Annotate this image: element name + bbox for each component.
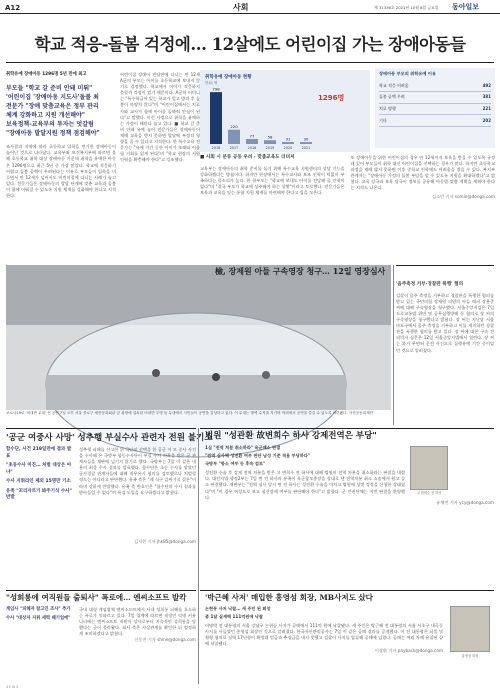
story-b-mug-caption: 고 변희수 전 하사 xyxy=(416,491,442,495)
reason-row xyxy=(379,115,491,127)
reason-label: 기타 xyxy=(379,117,387,123)
reason-value: 381 xyxy=(482,94,491,100)
chart-category-label: 2019 xyxy=(265,146,275,150)
chart-category-label: 2016 xyxy=(211,146,221,150)
column-3-a xyxy=(200,155,345,260)
photo-person xyxy=(262,371,270,379)
story-e-mug-caption: 흥영섬 회장 xyxy=(461,654,479,658)
main-headline: 학교 적응-돌봄 걱정에… 12살에도 어린이집 가는 장애아동들 xyxy=(34,35,466,54)
column-3-text: 교육부는 장애아동의 취학 준비를 돕기 위해 특수교육 지원센터의 상담 기능을 강화하겠다는 방침이다. 하지만 현장에서는 특수교사와 보조 인력이 턱없이 부족하다는 목소리가 높다. 한 학부모는 "학교에 보내도 아이를 전담해 줄 인력이 없다"며 "결국 부모가 학교에 상주해야 하는 상황"이라고 토로했다. 전문가들은 보육과 교육을 잇는 통합 지원 체계를 마련해야 한다고 입을 모은다. xyxy=(200,165,345,196)
chart-bar xyxy=(300,142,312,144)
story-b-text: 성전환 수술 후 강제 전역 처분을 받은 고 변희수 전 하사에 대해 법원이 전역 처분을 취소하라는 판결을 내렸다. 대전지법 행정2부는 7일 변 전 하사의 유족이 육군참모총장을 상대로 낸 전역처분 취소 소송에서 원고 승소 판결했다. 재판부는 "전역 심사 당시 변 전 하사는 성전환 수술을 마치고 법원에 성별 정정을 신청한 상태였다"며 "이 경우 여성으로 보고 심신장애 여부를 판단해야 한다"고 밝혔다. 군 인권단체는 이번 판결을 환영했다. xyxy=(205,470,405,500)
issue-date: 제 31336호 2021년 10월 8일 금요일 xyxy=(374,5,439,10)
chart-value-label: 798 xyxy=(212,86,220,92)
chart-value-label: 30 xyxy=(303,136,309,142)
story-b-headline: 법원 "성관환 故변희수 하사 강제전역은 부당" xyxy=(205,431,377,441)
column-3-b xyxy=(351,155,496,260)
chart-bar xyxy=(228,130,240,144)
section-name: 사회 xyxy=(233,3,249,12)
chart-value-label: 31 xyxy=(285,136,291,142)
story-a-text: 검찰이 음주 측정을 거부하고 경찰관을 폭행한 혐의를 받고 있는 국민의힘 장제원 의원의 아들 래퍼 장용준 씨에 대해 구속영장을 청구했다. 서울중앙지검은 7일 도로교통법 위반 및 공무집행방해 등 혐의로 장 씨의 구속영장을 청구했다고 밝혔다. 장 씨는 지난달 서울 마포구에서 음주 측정을 거부하고 이를 제지하던 경찰관을 폭행한 혐의를 받고 있다. 장 씨에 대한 구속 전 피의자 심문은 12일 서울중앙지법에서 열린다. 장 씨는 과거 무면허 운전 사건으로 집행유예 기간 중이었던 것으로 알려졌다. xyxy=(396,292,494,353)
column-4-text: 또 장애아동을 위한 어린이집의 경우 만 12세까지 보육을 받을 수 있도록 규정돼 있어 부모들이 취학 대신 어린이집을 선택하는 경우가 많다. 하지만 초등학교 과정을 제때 밟지 못하면 이후 중학교 진학에도 어려움을 겪을 수 있다. 복지부 관계자는 "장애아동 가정의 돌봄 부담을 덜 수 있도록 지원을 확대하겠다"고 밝혔다. 교육 당국과 보육 당국이 정보를 공유해 아동별 맞춤 계획을 세워야 한다는 지적도 나온다. xyxy=(350,155,495,191)
chart-bar xyxy=(210,92,222,144)
reason-row xyxy=(379,92,491,104)
story-e-mugshot xyxy=(450,606,490,652)
column-2-text: 어린이집 장애아 전담반에 다니는 만 12세 A군의 부모는 아이를 초등학교에 보내지 않기로 결정했다. 학교에서 아이가 적응하지 못할까 걱정이 컸기 때문이다. A군의 어머니는 "특수학급이 있는 학교가 멀고 방과 후 돌봄이 마땅치 않다"며 "어린이집에서는 치료사와 교사가 함께 아이를 돌봐줘 안심이 된다"고 말했다. 이런 사정으로 취학을 유예하는 가정이 해마다 늘고 있다. ■ 학교 갈 준비 안돼 유예 늘어 전문가들은 장애아동이 제때 교육을 받지 못하면 발달에 부정적 영향을 줄 수 있다고 지적한다. 한 특수교육 전문가는 "유예 기간 동안 아이가 또래와 어울릴 기회를 잃게 된다"며 "학교 현장의 지원 인력을 확충해야 한다"고 강조했다. xyxy=(120,72,201,163)
page-number: A12 xyxy=(5,4,21,12)
story-d-rule xyxy=(6,590,196,591)
story-a-headline: 檢, 장제원 아들 구속영장 청구… 12일 영장심사 xyxy=(215,266,386,276)
story-a-body xyxy=(396,282,494,410)
story-d-text: 국내 대형 게임업체 엔씨소프트에서 사내 성희롱 피해를 호소하는 폭로가 잇따르고 있다. 7일 업계에 따르면 직장인 익명 커뮤니티에는 엔씨소프트 직원이 상사로부터 지속적인 성희롱을 당했다는 글이 올라왔다. 회사 측은 사실관계를 확인한 뒤 엄정하게 조치하겠다고 밝혔다. xyxy=(79,607,196,637)
story-d-subhead: 게임사 "피해자 참고인 조사" 추가 xyxy=(6,607,71,612)
story-e-subhead-2: 총 1달 실세택 111억원에 낙찰 xyxy=(205,614,263,620)
chart-bar xyxy=(246,139,258,144)
lead-subheads xyxy=(6,84,116,138)
story-d-byline: 신동진 기자 shine@donga.com xyxy=(134,637,196,643)
story-b-subhead-2: "전역 심사해 성전환 여부 판단 남성 기준 적용 부당하다" xyxy=(205,453,311,459)
story-c-text: 성추행 피해를 신고한 뒤 극단적 선택을 한 공군 이 모 중사 사건을 수사해 온 국방부 합동수사단이 부실 수사 의혹을 받은 군 관계자들을 재판에 넘기지 않기로 했다. 국방부는 7일 이 같은 내용의 최종 수사 결과를 발표했다. 합수단은 초동 수사를 맡았던 군사경찰 관계자들에 대해 직무유기 혐의를 검토했으나 처벌할 정도는 아니라고 판단했다. 유족 측은 "제 식구 감싸기식 결론"이라며 강하게 반발했다. 유족 측 변호인은 "합수단의 수사 결과를 받아들일 수 없다"며 특검 도입을 요구하겠다고 밝혔다. xyxy=(79,447,196,495)
column-4-byline: 김소민 기자 somin@donga.com xyxy=(431,193,495,199)
story-d-subheads xyxy=(6,607,74,679)
story-e-text: 이명박 전 대통령의 서울 강남구 논현동 사저가 공매에서 111억 원에 낙찰됐다. 새 주인은 박근혜 전 대통령의 서울 서초구 내곡동 사저를 사들였던 흥영섬 회장인 것으로 알려졌다. 한국자산관리공사는 7일 이 같은 공매 결과를 공개했다. 이 전 대통령은 뇌물 및 횡령 혐의로 징역 17년형이 확정돼 벌금과 추징금을 내지 못했고 검찰이 사저를 압류해 공매에 넘겼다. 공매는 여러 차례 유찰된 끝에 낙찰됐다. xyxy=(205,623,443,647)
story-c-subhead: 수사 지휘라인 제외 15명만 기소 xyxy=(6,479,71,485)
chart-highlight: 1296명 xyxy=(318,94,345,102)
chart-bar xyxy=(282,142,294,144)
chart-value-label: 58 xyxy=(267,134,273,140)
story-c-text-wrap xyxy=(79,447,196,539)
reason-value: 202 xyxy=(482,117,491,123)
story-d-subhead: 수사 "대상자 지위 세력 때기업에" xyxy=(6,616,71,622)
story-e-subhead-1: 논현동 사저 낙찰… 새 주인 된 회장 xyxy=(205,606,271,611)
column-3-subhead: ■ 사회 시 분류 공동 우려 - 맞춤교육도 더뎌져 xyxy=(200,155,295,160)
story-c-subhead: 유족 "꼬리자르기 봐주기식 수사" 반발 xyxy=(6,488,72,501)
photo-illustration xyxy=(6,265,391,410)
story-d-body xyxy=(6,607,196,683)
headline-divider xyxy=(6,62,494,63)
column-divider xyxy=(393,265,394,425)
footer-mark: 4 E W S xyxy=(6,685,19,689)
story-c-subhead: "초동수사 미진… 처벌 대상은 아냐" xyxy=(6,463,72,475)
story-b-subhead-1: 1심 "전역 처분 취소하라" 육군패소 판결 xyxy=(205,445,281,450)
story-b-byline: 유채연 기자 ycy@donga.com xyxy=(436,500,494,505)
reason-row xyxy=(379,104,491,116)
reason-value: 492 xyxy=(482,82,491,88)
story-e-rule xyxy=(200,590,494,591)
story-a-subhead: '음주측정 거부·경찰관 폭행' 혐의 xyxy=(396,282,464,287)
photo-person xyxy=(152,369,160,377)
story-b-byline-wrap xyxy=(410,500,494,540)
lead-subhead: 보육정책-교육부의 투자는 엇갈림 xyxy=(6,121,94,129)
reason-chart-rows xyxy=(375,80,495,127)
story-a-rule xyxy=(396,265,494,266)
reason-label: 돌봄 공백 우려 xyxy=(379,94,405,100)
reason-chart xyxy=(375,68,495,148)
story-c-body xyxy=(6,447,196,544)
story-c-headline: '공군 여중사 사망' 성추행 부실수사 관련자 전원 불기소 xyxy=(6,433,213,443)
column-divider xyxy=(198,428,199,684)
chart-title: 취학유예 장애아동 현황 xyxy=(205,75,252,80)
story-c-rule xyxy=(6,428,196,429)
newspaper-logo: 동아일보 xyxy=(452,2,480,11)
reason-label: 학교 적응 어려움 xyxy=(379,82,409,88)
reason-chart-title: 장애아동 부모의 취학유예 이유 xyxy=(379,71,436,76)
story-b-mugshot xyxy=(410,446,448,490)
chart-value-label: 220 xyxy=(230,124,238,130)
story-e-headline: '박근혜 사저' 매입한 흥영섬 회장, MB사저도 샀다 xyxy=(205,593,373,602)
lead-kicker: 취학유예 장애아동 1296명 5년 만에 최고 xyxy=(6,72,87,77)
story-d-headline: "성희롱에 여직원들 출퇴사" 폭로에… 엔씨소프트 발칵 xyxy=(6,593,187,602)
news-photo xyxy=(6,265,391,410)
lead-subhead: '어린이집 '장애아동 지도사'돌볼 최 xyxy=(6,94,99,102)
lead-subhead: 체계 강화하고 지원 개선해야" xyxy=(6,112,85,120)
reason-label: 치료 병행 xyxy=(379,106,396,112)
story-b-subhead-3: 국방부 "항소 여부 등 후속 검토" xyxy=(205,461,266,467)
lead-subhead: 전문가 "장애 맞춤교육은 정부 관리 xyxy=(6,103,99,111)
story-c-subhead: 합수단, 사건 219일만에 결과 발표 xyxy=(6,447,72,459)
chart-category-label: 2020 xyxy=(283,146,293,150)
page-header xyxy=(0,0,500,14)
story-c-byline: 김지현 기자 jhk85@donga.com xyxy=(133,539,196,544)
chart-unit: 단위: 명 xyxy=(205,81,218,85)
chart-bar xyxy=(264,140,276,144)
chart-value-label: 77 xyxy=(249,133,255,139)
story-e-body xyxy=(205,606,443,684)
lead-body xyxy=(6,144,116,234)
bar-chart-svg xyxy=(200,70,370,152)
lead-body-text: 조사결과 지역에 따라 초등학교 입학을 연기한 장애아동이 늘어난 것으로 나타났다. 교육부와 보건복지부에 따르면 올해 초등학교 취학 대상 장애아동 가운데 취학을 유예한 아동은 1296명으로 최근 5년 중 가장 많았다. 학교에 적응하기 어렵고 돌봄 공백이 우려된다는 이유로 부모들이 입학을 미루면서 만 12세가 넘어서도 어린이집에 다니는 사례가 늘고 있다. 전문가들은 장애아동의 발달 단계에 맞춘 교육과 돌봄이 함께 이뤄질 수 있도록 지원 체계를 강화해야 한다고 지적한다. xyxy=(6,144,116,198)
photo-ground xyxy=(46,375,346,410)
lead-subhead: "장애아동 발달지원 정책 점검해야" xyxy=(6,130,100,138)
photo-person xyxy=(212,373,220,381)
reason-value: 221 xyxy=(482,106,491,112)
chart-category-label: 2021 xyxy=(301,146,311,150)
lead-column xyxy=(6,72,116,234)
chart-category-label: 2017 xyxy=(229,146,239,150)
chart-category-label: 2018 xyxy=(247,146,257,150)
story-e-byline: 이상환 기자 payback@donga.com xyxy=(374,647,443,653)
story-c-subheads xyxy=(6,447,74,539)
article-column-3 xyxy=(200,155,495,260)
story-b-rule xyxy=(200,428,494,429)
reason-row xyxy=(379,80,491,92)
lead-subhead: 부모들 "학교 갈 준비 안돼 미뤄" xyxy=(6,85,93,93)
story-d-text-wrap xyxy=(79,607,196,679)
story-b-body xyxy=(205,445,405,533)
photo-caption: 코로나19로 '비대면 무대' 선 공연 7일 오후 서울 종로구 세종문화회관 앞 광장에 설치된 비대면 투명 돔 무대에서 시민들이 공연을 감상하고 있다. 이 무대는 방역 수칙을 지키며 야외에서 공연을 즐길 수 있도록 마련됐다. 사진공동취재단 xyxy=(6,411,374,415)
article-column-2 xyxy=(120,72,200,260)
